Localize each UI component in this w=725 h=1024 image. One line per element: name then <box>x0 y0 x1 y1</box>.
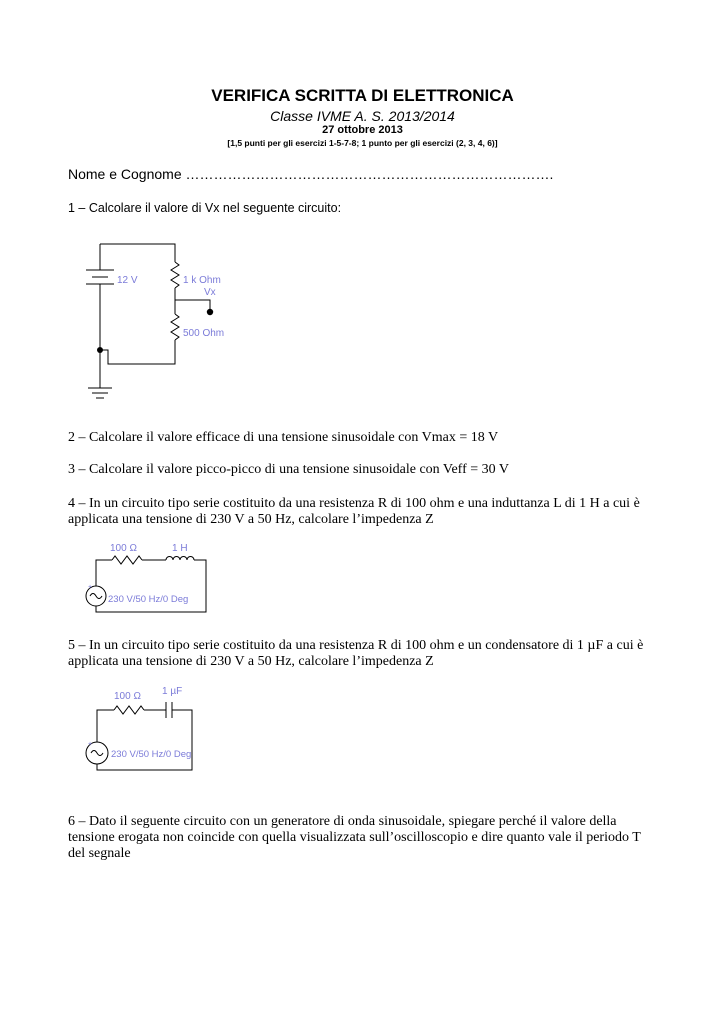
circuit-1-diagram <box>80 234 250 414</box>
svg-text:+: + <box>88 741 93 748</box>
class-subtitle: Classe IVME A. S. 2013/2014 <box>270 108 455 124</box>
l-label: 1 H <box>172 543 188 554</box>
question-2: 2 – Calcolare il valore efficace di una tensione sinusoidale con Vmax = 18 V <box>68 430 499 445</box>
svg-text:+: + <box>88 584 93 591</box>
junction-dot <box>97 347 103 353</box>
vx-terminal <box>207 309 213 315</box>
r-label: 100 Ω <box>110 543 137 554</box>
source-label: 230 V/50 Hz/0 Deg <box>108 594 189 605</box>
scoring-note: [1,5 punti per gli esercizi 1-5-7-8; 1 punto per gli esercizi (2, 3, 4, 6)] <box>227 138 498 148</box>
question-5: 5 – In un circuito tipo serie costituito da una resistenza R di 100 ohm e un condensatore di 1 µF a cui è applicata una tensione di 230 V a 50 Hz, calcolare l’impedenza Z <box>68 638 644 669</box>
battery-label: 12 V <box>117 275 138 286</box>
vx-label: Vx <box>204 287 216 298</box>
question-3: 3 – Calcolare il valore picco-picco di una tensione sinusoidale con Veff = 30 V <box>68 462 509 477</box>
exam-date: 27 ottobre 2013 <box>322 124 403 136</box>
question-4: 4 – In un circuito tipo serie costituito da una resistenza R di 100 ohm e una induttanza L di 1 H a cui è applicata una tensione di 230 V a 50 Hz, calcolare l’impedenza Z <box>68 496 640 527</box>
circuit-2-diagram <box>80 540 230 615</box>
r2-label: 500 Ohm <box>183 328 225 339</box>
c-label: 1 µF <box>162 686 183 697</box>
name-field[interactable]: Nome e Cognome ……………………………………………………………………. <box>68 166 554 182</box>
r1-label: 1 k Ohm <box>183 275 221 286</box>
source-label: 230 V/50 Hz/0 Deg <box>111 749 192 760</box>
question-6: 6 – Dato il seguente circuito con un generatore di onda sinusoidale, spiegare perché il valore della tensione erogata non coincide con quella visualizzata sull’oscilloscopio e dire quanto vale il periodo T del segnale <box>68 814 641 861</box>
exam-title: VERIFICA SCRITTA DI ELETTRONICA <box>211 86 514 105</box>
question-1: 1 – Calcolare il valore di Vx nel seguente circuito: <box>68 201 342 215</box>
circuit-3-diagram <box>80 684 230 774</box>
r-label: 100 Ω <box>114 691 141 702</box>
